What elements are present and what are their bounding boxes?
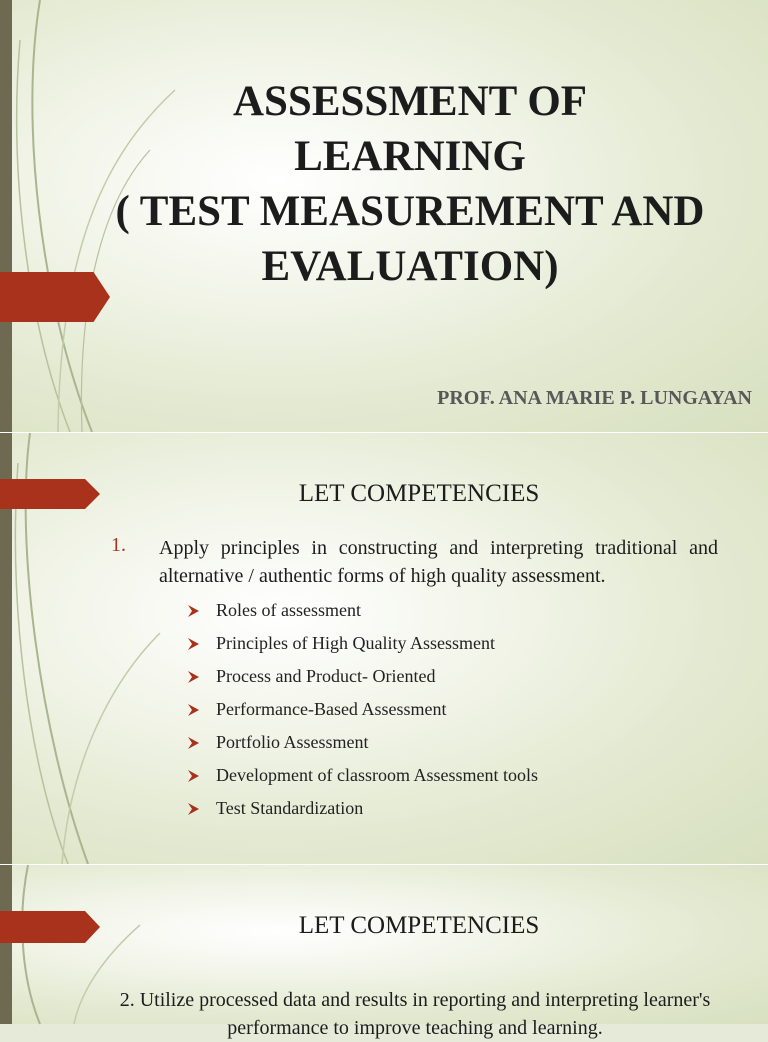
list-item — [186, 759, 538, 792]
list-item — [186, 693, 538, 726]
list-item-label: Performance-Based Assessment — [216, 699, 447, 719]
left-accent-bar — [0, 865, 12, 1024]
competency-text: 2. Utilize processed data and results in reporting and interpreting learner's performance to improve teaching and learning. — [119, 989, 711, 1039]
list-item — [186, 726, 538, 759]
bullet-list — [186, 594, 538, 825]
list-item-label: Test Standardization — [216, 798, 364, 818]
competency-text: Apply principles in constructing and interpreting traditional and alternative / authentic forms of high quality assessment. — [159, 537, 718, 587]
chevron-right-icon — [186, 670, 200, 684]
chevron-right-icon — [186, 703, 200, 717]
list-item-label: Principles of High Quality Assessment — [216, 633, 495, 653]
title-line-2: LEARNING — [294, 133, 526, 180]
chevron-right-icon — [186, 637, 200, 651]
title-line-3: ( TEST MEASUREMENT AND — [115, 188, 705, 235]
competencies-slide-1 — [0, 433, 768, 864]
list-item — [186, 627, 538, 660]
list-item-label: Roles of assessment — [216, 600, 361, 620]
list-item-label: Development of classroom Assessment tools — [216, 765, 538, 785]
section-heading: LET COMPETENCIES — [298, 912, 540, 939]
list-item-label: Portfolio Assessment — [216, 732, 369, 752]
list-item — [186, 660, 538, 693]
chevron-right-icon — [186, 802, 200, 816]
title-line-1: ASSESSMENT OF — [232, 78, 588, 125]
item-number: 1. — [111, 534, 126, 556]
chevron-right-icon — [186, 769, 200, 783]
list-item-label: Process and Product- Oriented — [216, 666, 436, 686]
list-item — [186, 594, 538, 627]
chevron-right-icon — [186, 736, 200, 750]
title-slide — [0, 0, 768, 432]
chevron-right-icon — [186, 604, 200, 618]
section-heading: LET COMPETENCIES — [298, 480, 540, 507]
left-accent-bar — [0, 0, 12, 432]
competencies-slide-2 — [0, 865, 768, 1039]
list-item — [186, 792, 538, 825]
slide-title — [70, 74, 750, 294]
author-name: PROF. ANA MARIE P. LUNGAYAN — [437, 387, 752, 409]
title-line-4: EVALUATION) — [261, 243, 559, 290]
